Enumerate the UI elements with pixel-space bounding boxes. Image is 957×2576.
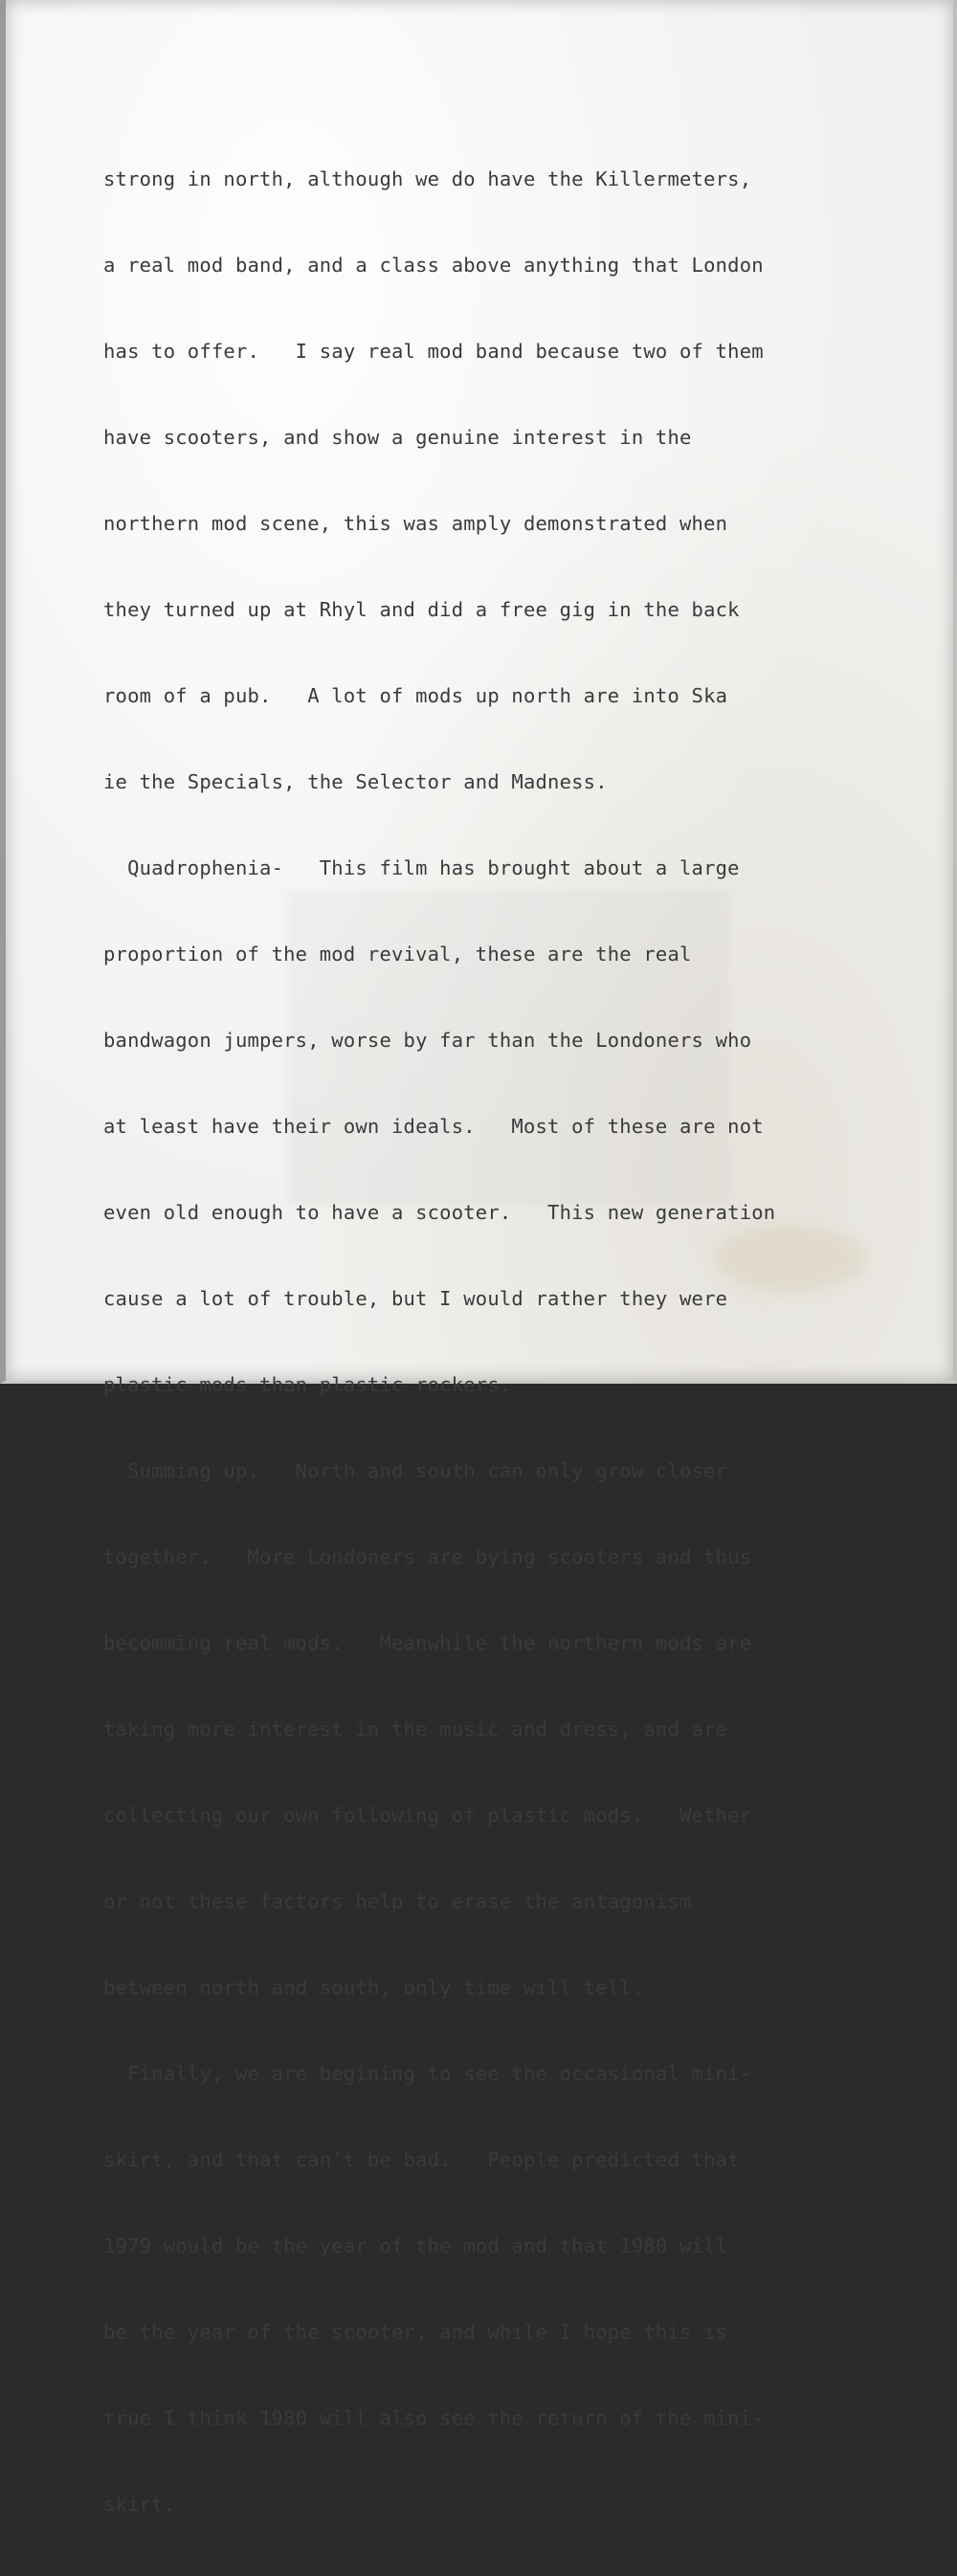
text-line: true I think 1980 will also see the return of the mini- [103,2407,764,2430]
typed-text-block [103,107,926,2576]
text-line: or not these factors help to erase the antagonism [103,1890,692,1913]
text-line: Finally, we are begining to see the occasional mini- [103,2062,752,2085]
text-line: cause a lot of trouble, but I would rather they were [103,1287,728,1310]
text-line: ie the Specials, the Selector and Madness. [103,770,608,793]
text-line: Summing up. North and south can only grow closer [103,1459,728,1482]
text-line: strong in north, although we do have the Killermeters, [103,167,752,190]
text-line: collecting our own following of plastic mods. Wether [103,1804,752,1827]
text-line: 1979 would be the year of the mod and that 1980 will [103,2234,728,2257]
text-line: be the year of the scooter, and while I hope this is [103,2321,728,2343]
text-line: bandwagon jumpers, worse by far than the Londoners who [103,1029,752,1052]
text-line: between north and south, only time will tell. [103,1976,644,1999]
text-line: proportion of the mod revival, these are the real [103,943,692,966]
text-line: has to offer. I say real mod band because two of them [103,340,764,363]
text-line: becomming real mods. Meanwhile the northern mods are [103,1632,752,1654]
text-line: plastic mods than plastic rockers. [103,1373,512,1396]
text-line: skirt, and that can't be bad. People predicted that [103,2148,740,2171]
text-line: taking more interest in the music and dress, and are [103,1718,728,1741]
text-line: northern mod scene, this was amply demonstrated when [103,512,728,535]
text-line: skirt. [103,2493,176,2516]
text-line: together. More Londoners are bying scooters and thus [103,1545,752,1568]
text-line: have scooters, and show a genuine interest in the [103,426,692,449]
text-line: Quadrophenia- This film has brought about a large [103,856,740,879]
text-line: at least have their own ideals. Most of these are not [103,1115,764,1138]
text-line: a real mod band, and a class above anything that London [103,254,764,277]
text-line: they turned up at Rhyl and did a free gig in the back [103,598,740,621]
text-line: even old enough to have a scooter. This new generation [103,1201,776,1224]
text-line: room of a pub. A lot of mods up north are into Ska [103,684,728,707]
